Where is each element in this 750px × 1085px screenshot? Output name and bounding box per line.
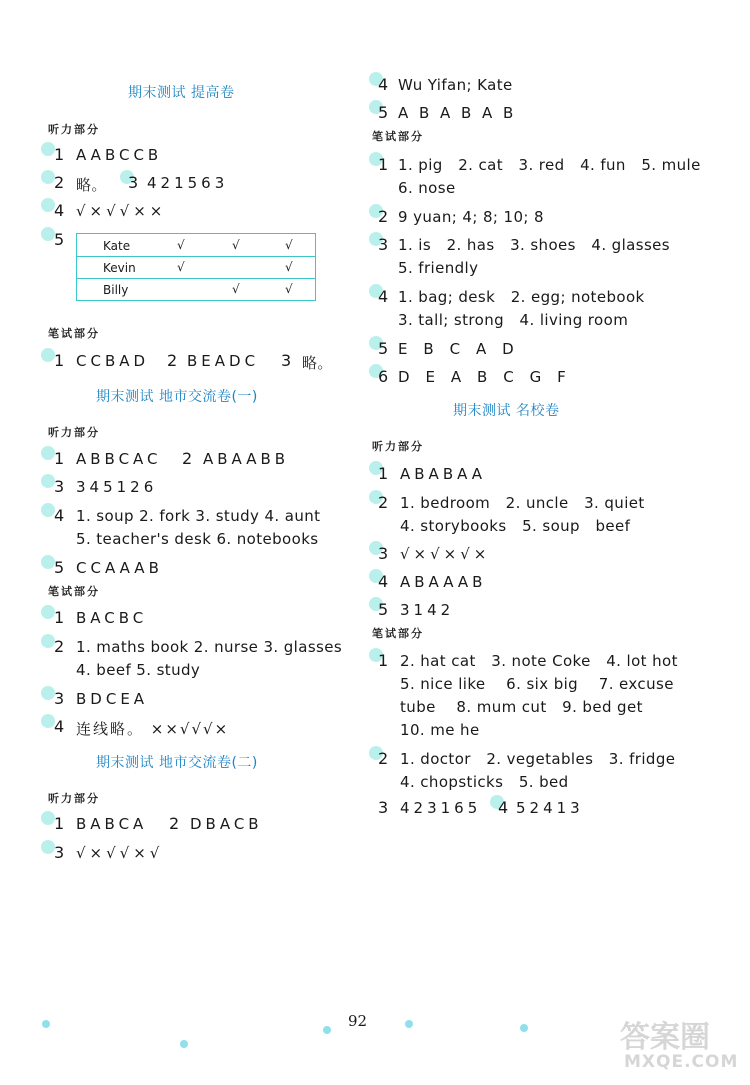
answer-table (76, 233, 316, 301)
question-number: 2 (167, 351, 178, 370)
table-row (77, 236, 315, 258)
answer-text: 345126 (76, 478, 158, 496)
answer-text: A B A B A B (398, 104, 514, 122)
answer-text: 1. is 2. has 3. shoes 4. glasses (398, 236, 671, 254)
number-circle (41, 714, 55, 728)
answer-text: 4. chopsticks 5. bed (400, 773, 569, 791)
answer-text: 5. nice like 6. six big 7. excuse (400, 675, 674, 693)
question-number: 3 (54, 477, 65, 496)
answer-text: ABBCAC (76, 450, 162, 468)
question-number: 2 (169, 814, 180, 833)
answer-text: D E A B C G F (398, 368, 567, 386)
question-number: 1 (378, 464, 389, 483)
decorative-dot (405, 1020, 413, 1028)
number-circle (41, 605, 55, 619)
written-part-label: 笔试部分 (48, 327, 100, 340)
answer-text: 5. teacher's desk 6. notebooks (76, 530, 319, 548)
question-number: 4 (378, 572, 389, 591)
answer-text: BDCEA (76, 690, 149, 708)
number-circle (41, 446, 55, 460)
answer-text: BEADC (187, 352, 260, 370)
table-divider (77, 256, 315, 257)
question-number: 1 (54, 449, 65, 468)
answer-text: 6. nose (398, 179, 456, 197)
answer-text: √×√√×√ (76, 844, 164, 862)
answer-text: tube 8. mum cut 9. bed get (400, 698, 643, 716)
answer-text: 4. beef 5. study (76, 661, 201, 679)
check-mark: √ (177, 260, 185, 274)
answer-text: 421563 (147, 174, 229, 192)
question-number: 2 (54, 173, 65, 192)
answer-text: 3. tall; strong 4. living room (398, 311, 629, 329)
number-circle (41, 348, 55, 362)
answer-text: 9 yuan; 4; 8; 10; 8 (398, 208, 544, 226)
question-number: 5 (378, 103, 389, 122)
number-circle (41, 840, 55, 854)
question-number: 5 (378, 339, 389, 358)
section-title-famous-school: 期末测试 名校卷 (453, 403, 560, 419)
question-number: 3 (54, 689, 65, 708)
decorative-dot (520, 1024, 528, 1032)
answer-text: 1. bag; desk 2. egg; notebook (398, 288, 645, 306)
question-number: 3 (128, 173, 139, 192)
table-row (77, 280, 315, 302)
number-circle (41, 634, 55, 648)
number-circle (41, 555, 55, 569)
section-title-exchange-2: 期末测试 地市交流卷(二) (96, 755, 258, 771)
listening-part-label: 听力部分 (48, 792, 100, 805)
question-number: 4 (498, 798, 509, 817)
answer-text: BABCA (76, 815, 148, 833)
number-circle (41, 198, 55, 212)
answer-text: 1. pig 2. cat 3. red 4. fun 5. mule (398, 156, 701, 174)
check-mark: √ (232, 282, 240, 296)
check-mark: √ (285, 238, 293, 252)
table-row (77, 258, 315, 280)
answer-text: 1. soup 2. fork 3. study 4. aunt (76, 507, 321, 525)
question-number: 3 (378, 798, 389, 817)
answer-text: DBACB (190, 815, 263, 833)
check-mark: √ (177, 238, 185, 252)
student-name: Kate (103, 239, 131, 253)
decorative-dot (323, 1026, 331, 1034)
answer-text: 1. doctor 2. vegetables 3. fridge (400, 750, 676, 768)
answer-text: ABAAAB (400, 573, 487, 591)
answer-text: 1. bedroom 2. uncle 3. quiet (400, 494, 645, 512)
check-mark: √ (285, 260, 293, 274)
answer-text: AABCCB (76, 146, 163, 164)
answer-text: Wu Yifan; Kate (398, 76, 513, 94)
answer-text: ABABAA (400, 465, 487, 483)
question-number: 1 (54, 351, 65, 370)
number-circle (41, 503, 55, 517)
answer-text: 1. maths book 2. nurse 3. glasses (76, 638, 343, 656)
number-circle (41, 811, 55, 825)
question-number: 2 (378, 493, 389, 512)
section-title-advanced: 期末测试 提高卷 (128, 85, 235, 101)
number-circle (41, 227, 55, 241)
decorative-dot (180, 1040, 188, 1048)
watermark-url: MXQE.COM (624, 1052, 739, 1072)
number-circle (41, 474, 55, 488)
answer-text: 连线略。 ××√√√× (76, 720, 230, 738)
answer-text: √×√×√× (400, 545, 491, 563)
answer-text: 5. friendly (398, 259, 479, 277)
check-mark: √ (232, 238, 240, 252)
answer-text: 3142 (400, 601, 455, 619)
number-circle (41, 170, 55, 184)
answer-text: CCBAD (76, 352, 150, 370)
question-number: 5 (54, 230, 65, 249)
question-number: 1 (378, 155, 389, 174)
question-number: 3 (378, 544, 389, 563)
answer-text: 4. storybooks 5. soup beef (400, 517, 631, 535)
watermark-logo: 答案圈 (620, 1020, 710, 1055)
question-number: 2 (54, 637, 65, 656)
question-number: 5 (54, 558, 65, 577)
answer-text: ABAABB (203, 450, 290, 468)
question-number: 4 (54, 717, 65, 736)
answer-text: 10. me he (400, 721, 480, 739)
question-number: 4 (378, 75, 389, 94)
answer-text: 2. hat cat 3. note Coke 4. lot hot (400, 652, 678, 670)
decorative-dot (42, 1020, 50, 1028)
question-number: 3 (378, 235, 389, 254)
question-number: 4 (54, 506, 65, 525)
question-number: 3 (281, 351, 292, 370)
question-number: 5 (378, 600, 389, 619)
answer-text: 52413 (516, 799, 584, 817)
check-mark: √ (285, 282, 293, 296)
number-circle (41, 142, 55, 156)
answer-text: 423165 (400, 799, 482, 817)
question-number: 4 (378, 287, 389, 306)
table-divider (77, 278, 315, 279)
question-number: 2 (378, 749, 389, 768)
written-part-label: 笔试部分 (48, 585, 100, 598)
question-number: 6 (378, 367, 389, 386)
question-number: 4 (54, 201, 65, 220)
question-number: 1 (54, 608, 65, 627)
written-part-label: 笔试部分 (372, 627, 424, 640)
listening-part-label: 听力部分 (48, 123, 100, 136)
student-name: Kevin (103, 261, 136, 275)
listening-part-label: 听力部分 (372, 440, 424, 453)
question-number: 3 (54, 843, 65, 862)
student-name: Billy (103, 283, 129, 297)
question-number: 1 (54, 814, 65, 833)
answer-text: √×√√×× (76, 202, 167, 220)
question-number: 2 (182, 449, 193, 468)
answer-text: BACBC (76, 609, 148, 627)
answer-text: E B C A D (398, 340, 515, 358)
question-number: 1 (54, 145, 65, 164)
section-title-exchange-1: 期末测试 地市交流卷(一) (96, 389, 258, 405)
written-part-label: 笔试部分 (372, 130, 424, 143)
number-circle (41, 686, 55, 700)
listening-part-label: 听力部分 (48, 426, 100, 439)
answer-text: 略。 (302, 354, 333, 372)
question-number: 2 (378, 207, 389, 226)
page-number: 92 (348, 1012, 368, 1030)
question-number: 1 (378, 651, 389, 670)
answer-text: CCAAAB (76, 559, 163, 577)
answer-text: 略。 (76, 176, 107, 194)
